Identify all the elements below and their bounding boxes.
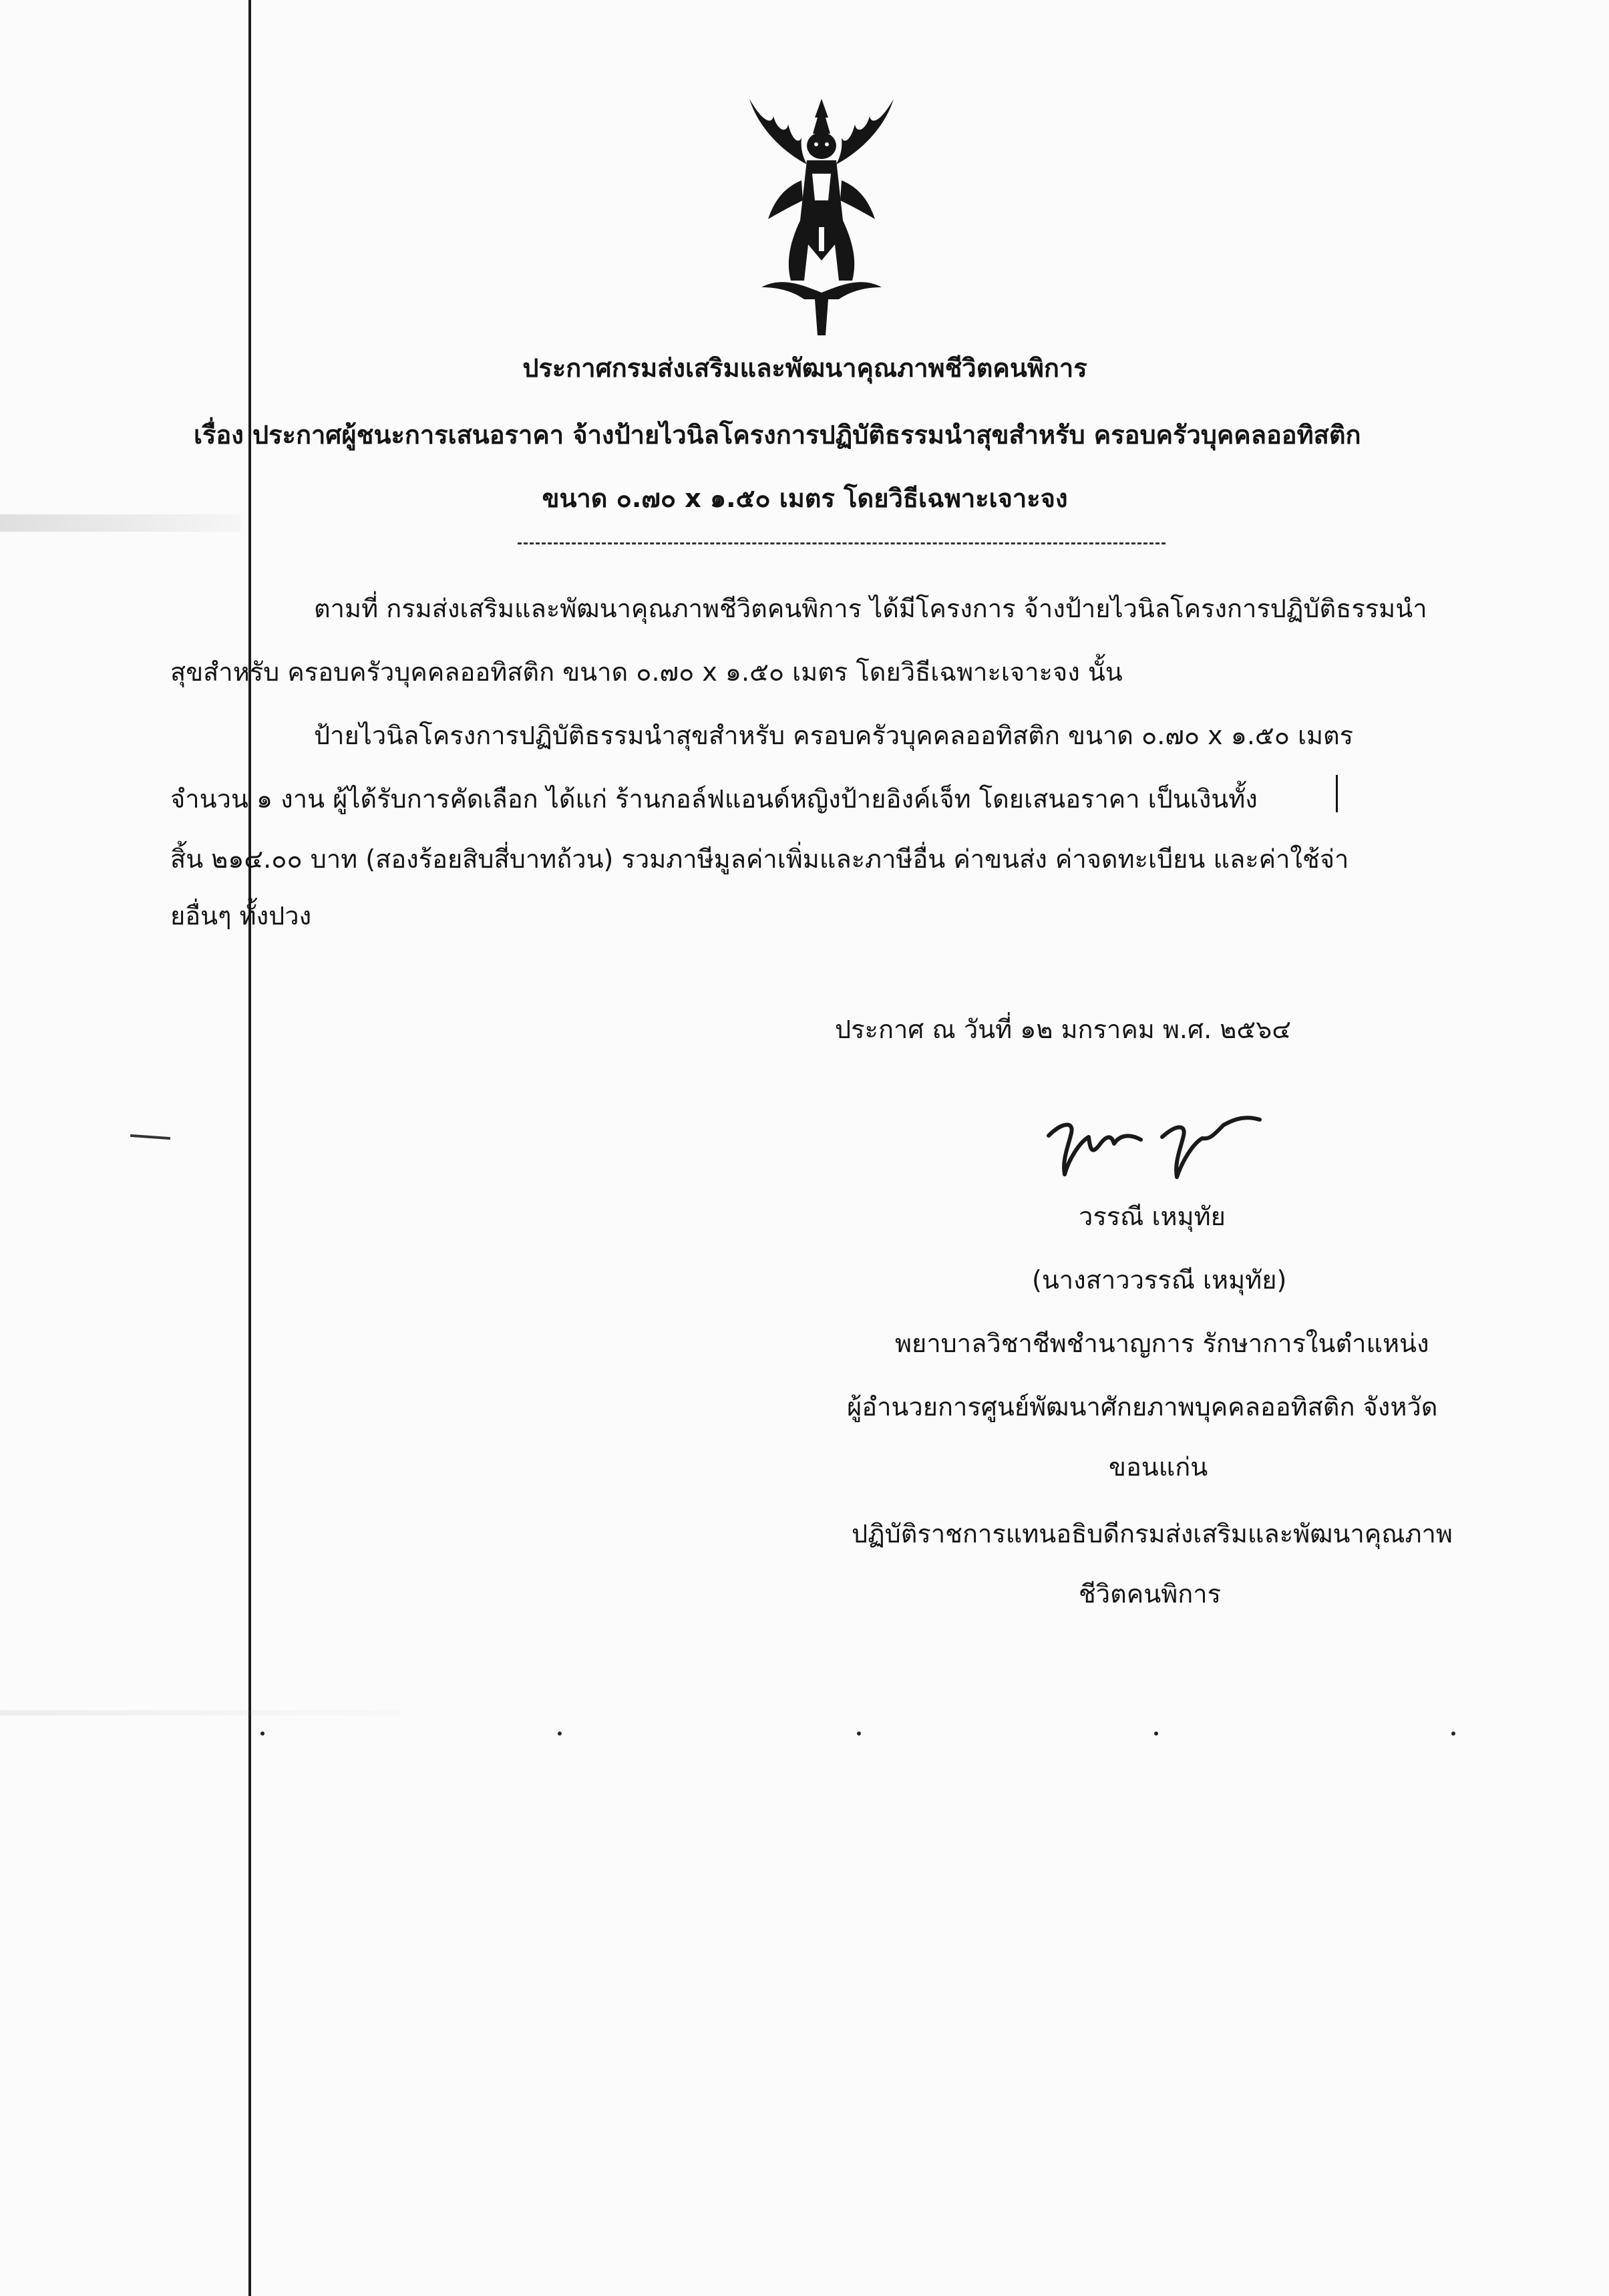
- signer-position: ขอนแก่น: [1109, 1452, 1208, 1482]
- handwritten-signature: [1042, 1096, 1269, 1189]
- scan-dot: [857, 1732, 861, 1736]
- document-subject: เรื่อง ประกาศผู้ชนะการเสนอราคา จ้างป้ายไวนิลโครงการปฏิบัติธรรมนำสุขสำหรับ ครอบครัวบุคคลออทิสติก: [194, 420, 1361, 450]
- body-paragraph-2-line: ป้ายไวนิลโครงการปฏิบัติธรรมนำสุขสำหรับ ครอบครัวบุคคลออทิสติก ขนาด ๐.๗๐ x ๑.๕๐ เมตร: [314, 721, 1354, 750]
- scan-dot: [1154, 1732, 1158, 1736]
- signer-position: ชีวิตคนพิการ: [1079, 1579, 1222, 1609]
- scan-dot: [260, 1732, 264, 1736]
- body-paragraph-2-line: สิ้น ๒๑๔.๐๐ บาท (สองร้อยสิบสี่บาทถ้วน) รวมภาษีมูลค่าเพิ่มและภาษีอื่น ค่าขนส่ง ค่าจดทะเบียน และค่าใช้จ่า: [170, 844, 1349, 874]
- scan-dot: [558, 1732, 562, 1736]
- signer-position: ผู้อำนวยการศูนย์พัฒนาศักยภาพบุคคลออทิสติก จังหวัด: [847, 1392, 1438, 1422]
- scan-smudge: [0, 1710, 401, 1715]
- divider-rule: [518, 542, 1166, 544]
- text-cursor-mark: [1336, 775, 1338, 812]
- body-paragraph-2-line: ยอื่นๆ ทั้งปวง: [170, 901, 312, 931]
- garuda-emblem: [721, 87, 922, 341]
- scan-dot: [1451, 1732, 1455, 1736]
- signer-name: วรรณี เหมุทัย: [1079, 1202, 1226, 1231]
- scan-smudge: [0, 514, 240, 532]
- document-title: ประกาศกรมส่งเสริมและพัฒนาคุณภาพชีวิตคนพิการ: [522, 353, 1087, 383]
- body-paragraph-1-line: ตามที่ กรมส่งเสริมและพัฒนาคุณภาพชีวิตคนพิการ ได้มีโครงการ จ้างป้ายไวนิลโครงการปฏิบัติธรรมนำ: [314, 594, 1427, 623]
- signer-position: ปฏิบัติราชการแทนอธิบดีกรมส่งเสริมและพัฒนาคุณภาพ: [852, 1519, 1453, 1548]
- body-paragraph-1-line: สุขสำหรับ ครอบครัวบุคคลออทิสติก ขนาด ๐.๗๐ x ๑.๕๐ เมตร โดยวิธีเฉพาะเจาะจง นั้น: [170, 657, 1123, 687]
- binding-line: [248, 0, 251, 2296]
- scan-mark: [130, 1134, 170, 1140]
- document-subject-continued: ขนาด ๐.๗๐ x ๑.๕๐ เมตร โดยวิธีเฉพาะเจาะจง: [542, 484, 1068, 513]
- signer-full-name: (นางสาววรรณี เหมุทัย): [1032, 1265, 1287, 1295]
- signer-position: พยาบาลวิชาชีพชำนาญการ รักษาการในตำแหน่ง: [895, 1329, 1429, 1358]
- announcement-date: ประกาศ ณ วันที่ ๑๒ มกราคม พ.ศ. ๒๕๖๔: [835, 1015, 1291, 1044]
- body-paragraph-2-line: จำนวน ๑ งาน ผู้ได้รับการคัดเลือก ได้แก่ ร้านกอล์ฟแอนด์หญิงป้ายอิงค์เจ็ท โดยเสนอราคา เป็นเงินทั้ง: [170, 784, 1258, 814]
